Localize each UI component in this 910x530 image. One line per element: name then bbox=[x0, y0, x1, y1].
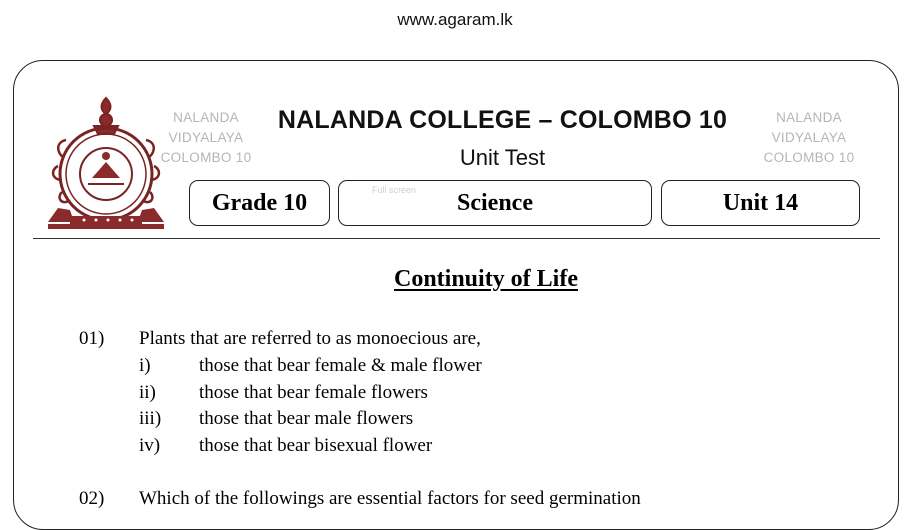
grade-label: Grade 10 bbox=[211, 189, 308, 216]
college-name: NALANDA COLLEGE – COLOMBO 10 bbox=[277, 106, 728, 134]
option-text: those that bear female & male flower bbox=[199, 355, 482, 376]
subject-box-ghost-text: Full screen bbox=[372, 185, 417, 195]
subject-label: Science bbox=[457, 189, 533, 216]
college-crest-logo bbox=[44, 96, 168, 232]
watermark-right bbox=[758, 108, 860, 168]
question-text: Which of the followings are essential factors for seed germination bbox=[139, 488, 641, 509]
grade-box bbox=[189, 180, 330, 226]
header-divider bbox=[33, 238, 880, 239]
unit-box bbox=[661, 180, 860, 226]
watermark-line: NALANDA bbox=[173, 110, 239, 125]
unit-label: Unit 14 bbox=[722, 189, 799, 216]
test-label: Unit Test bbox=[459, 145, 546, 170]
option-label: iv) bbox=[139, 435, 161, 456]
watermark-line: VIDYALAYA bbox=[168, 130, 244, 145]
question-number: 01) bbox=[79, 328, 105, 349]
option-label: iii) bbox=[139, 408, 162, 429]
watermark-line: COLOMBO 10 bbox=[160, 150, 252, 165]
question-number: 02) bbox=[79, 488, 105, 509]
option-label: ii) bbox=[139, 382, 156, 403]
watermark-line: COLOMBO 10 bbox=[763, 150, 855, 165]
option-label: i) bbox=[139, 355, 151, 376]
watermark-left bbox=[160, 108, 252, 168]
watermark-line: NALANDA bbox=[776, 110, 842, 125]
watermark-line: VIDYALAYA bbox=[771, 130, 847, 145]
option-text: those that bear female flowers bbox=[199, 382, 428, 403]
site-url: www.agaram.lk bbox=[397, 10, 513, 29]
option-text: those that bear male flowers bbox=[199, 408, 414, 429]
question-text: Plants that are referred to as monoecious are, bbox=[139, 328, 481, 349]
paper-title: Continuity of Life bbox=[393, 266, 578, 292]
option-text: those that bear bisexual flower bbox=[199, 435, 433, 456]
